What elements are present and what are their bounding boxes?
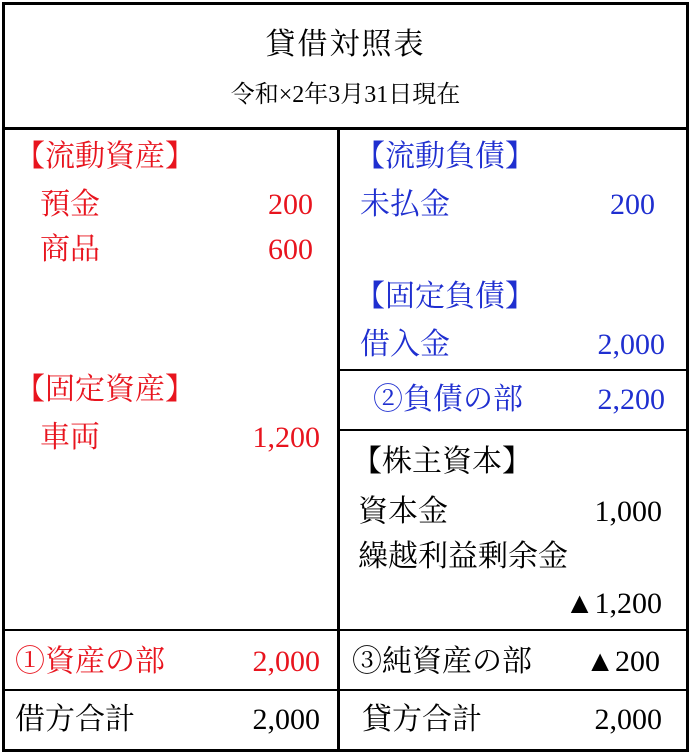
equity-heading-text: 【株主資本】	[352, 445, 532, 478]
grand-totals-rule	[2, 689, 689, 691]
asset-row-merchandise	[40, 230, 313, 270]
equity-label: 繰越利益剰余金	[358, 540, 568, 573]
assets-total-row	[15, 642, 320, 682]
header-divider	[2, 127, 689, 130]
debit-total-value: 2,000	[252, 703, 320, 736]
equity-total-label: ③純資産の部	[352, 645, 532, 678]
equity-total-value: ▲200	[585, 645, 660, 678]
current-assets-heading-text: 【流動資産】	[15, 140, 195, 173]
liability-label: 未払金	[360, 188, 450, 221]
section-totals-rule	[2, 629, 689, 631]
liability-value: 2,000	[597, 328, 665, 361]
current-assets-heading	[15, 137, 195, 177]
fixed-assets-heading-text: 【固定資産】	[15, 373, 195, 406]
equity-label: 資本金	[358, 495, 448, 528]
liability-row-accounts-payable	[360, 185, 655, 225]
asset-value: 600	[268, 233, 313, 266]
assets-total-value: 2,000	[252, 645, 320, 678]
liability-label: 借入金	[360, 328, 450, 361]
asset-label: 車両	[40, 421, 100, 454]
current-liabilities-heading	[355, 137, 535, 177]
asset-value: 200	[268, 188, 313, 221]
column-divider	[337, 127, 340, 752]
asset-row-vehicles	[40, 418, 320, 458]
equity-total-row	[352, 642, 660, 682]
current-liabilities-heading-text: 【流動負債】	[355, 140, 535, 173]
equity-value: ▲1,200	[564, 587, 662, 620]
asset-value: 1,200	[252, 421, 320, 454]
asset-row-deposits	[40, 185, 313, 225]
fixed-assets-heading	[15, 370, 195, 410]
equity-value: 1,000	[594, 495, 662, 528]
debit-total-label: 借方合計	[15, 703, 135, 736]
liabilities-total-value: 2,200	[597, 383, 665, 416]
sheet-title: 貸借対照表	[265, 28, 426, 61]
asset-label: 商品	[40, 233, 100, 266]
liability-value: 200	[610, 188, 655, 221]
liabilities-total-top-rule	[338, 369, 689, 371]
equity-row-retained-earnings-value	[358, 584, 662, 624]
assets-total-label: ①資産の部	[15, 645, 165, 678]
liabilities-total-label: ②負債の部	[373, 383, 523, 416]
fixed-liabilities-heading	[355, 277, 535, 317]
credit-total-value: 2,000	[594, 703, 662, 736]
debit-total-row	[15, 700, 320, 740]
liability-row-borrowings	[360, 325, 665, 365]
liabilities-total-bottom-rule	[338, 429, 689, 431]
fixed-liabilities-heading-text: 【固定負債】	[355, 280, 535, 313]
equity-row-capital	[358, 492, 662, 532]
credit-total-label: 貸方合計	[362, 703, 482, 736]
asset-label: 預金	[40, 188, 100, 221]
liabilities-total-row	[373, 380, 665, 420]
equity-row-retained-earnings-label	[358, 537, 568, 577]
equity-heading	[352, 442, 532, 482]
sheet-date: 令和×2年3月31日現在	[230, 82, 461, 108]
credit-total-row	[362, 700, 662, 740]
